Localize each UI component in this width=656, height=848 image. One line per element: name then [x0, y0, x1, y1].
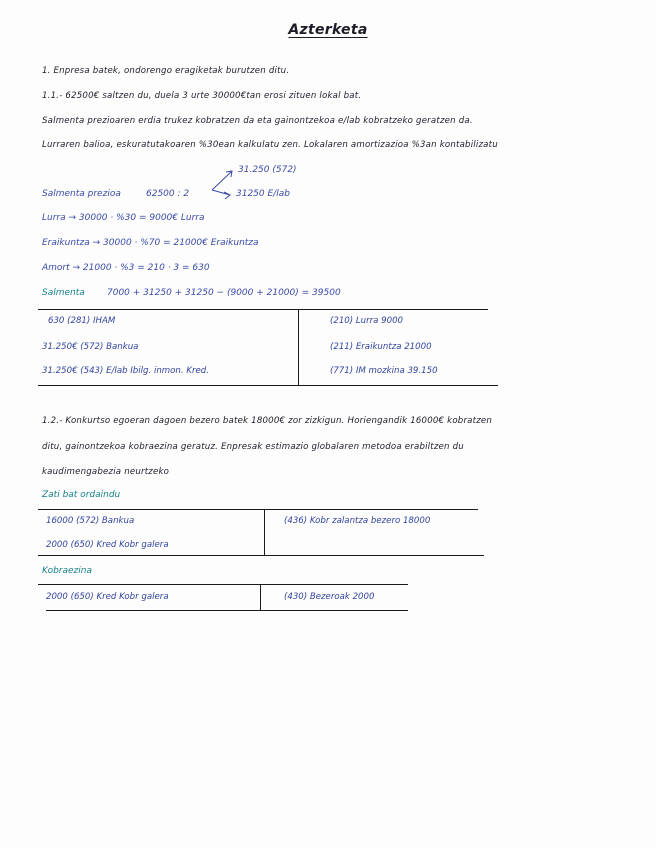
- table-2-divider: [264, 510, 265, 556]
- table-2-bottom-rule: [38, 555, 484, 556]
- table-1-credit-row: (211) Eraikuntza 21000: [330, 342, 432, 352]
- table-1-bottom-rule: [38, 385, 498, 386]
- table-3-top-rule: [38, 584, 408, 585]
- table-2-credit-row: (436) Kobr zalantza bezero 18000: [284, 516, 431, 526]
- calc-salmenta-total: 7000 + 31250 + 31250 − (9000 + 21000) = 39500: [107, 288, 341, 298]
- question-1-heading: 1. Enpresa batek, ondorengo eragiketak burutzen ditu.: [42, 66, 290, 76]
- page-title: Azterketa: [288, 22, 368, 38]
- table-2-top-rule: [38, 509, 478, 510]
- table-1-divider: [298, 310, 299, 386]
- section-kobraezina: Kobraezina: [42, 566, 92, 576]
- question-1-2-line-3: kaudimengabezia neurtzeko: [42, 467, 170, 477]
- calc-eraikuntza: Eraikuntza → 30000 · %70 = 21000€ Eraikuntza: [42, 238, 259, 248]
- table-2-debit-row: 2000 (650) Kred Kobr galera: [46, 540, 169, 550]
- calc-amort: Amort → 21000 · %3 = 210 · 3 = 630: [42, 263, 210, 273]
- table-1-credit-row: (210) Lurra 9000: [330, 316, 404, 326]
- calc-branch-down: 31250 E/lab: [236, 189, 290, 199]
- question-1-2-line-1: 1.2.- Konkurtso egoeran dagoen bezero batek 18000€ zor zizkigun. Horiengandik 16000€ kobratzen: [42, 416, 493, 426]
- question-1-1-line-3: Lurraren balioa, eskuratutakoaren %30ean kalkulatu zen. Lokalaren amortizazioa %3an kontabilizatu: [42, 140, 498, 150]
- table-1-credit-row: (771) IM mozkina 39.150: [330, 366, 438, 376]
- question-1-1-line-1: 1.1.- 62500€ saltzen du, duela 3 urte 30000€tan erosi zituen lokal bat.: [42, 91, 362, 101]
- table-3-bottom-rule: [46, 610, 408, 611]
- table-1-debit-row: 31.250€ (543) E/lab Ibilg. inmon. Kred.: [42, 366, 209, 376]
- calc-salmenta-label-2: Salmenta: [42, 288, 85, 298]
- section-zati-bat-ordaindu: Zati bat ordaindu: [42, 490, 121, 500]
- table-1-debit-row: 630 (281) IHAM: [48, 316, 116, 326]
- question-1-2-line-2: ditu, gainontzekoa kobraezina geratuz. Enpresak estimazio globalaren metodoa erabiltzen du: [42, 442, 464, 452]
- question-1-1-line-2: Salmenta prezioaren erdia trukez kobratzen da eta gainontzekoa e/lab kobratzeko geratzen da.: [42, 116, 473, 126]
- table-1-debit-row: 31.250€ (572) Bankua: [42, 342, 139, 352]
- calc-salmenta-expr: 62500 : 2: [146, 189, 190, 199]
- table-1-top-rule: [38, 309, 488, 310]
- calc-lurra: Lurra → 30000 · %30 = 9000€ Lurra: [42, 213, 205, 223]
- calc-salmenta-label: Salmenta prezioa: [42, 189, 121, 199]
- calc-branch-up: 31.250 (572): [238, 165, 297, 175]
- table-3-divider: [260, 585, 261, 611]
- table-3-credit-row: (430) Bezeroak 2000: [284, 592, 375, 602]
- table-2-debit-row: 16000 (572) Bankua: [46, 516, 135, 526]
- table-3-debit-row: 2000 (650) Kred Kobr galera: [46, 592, 169, 602]
